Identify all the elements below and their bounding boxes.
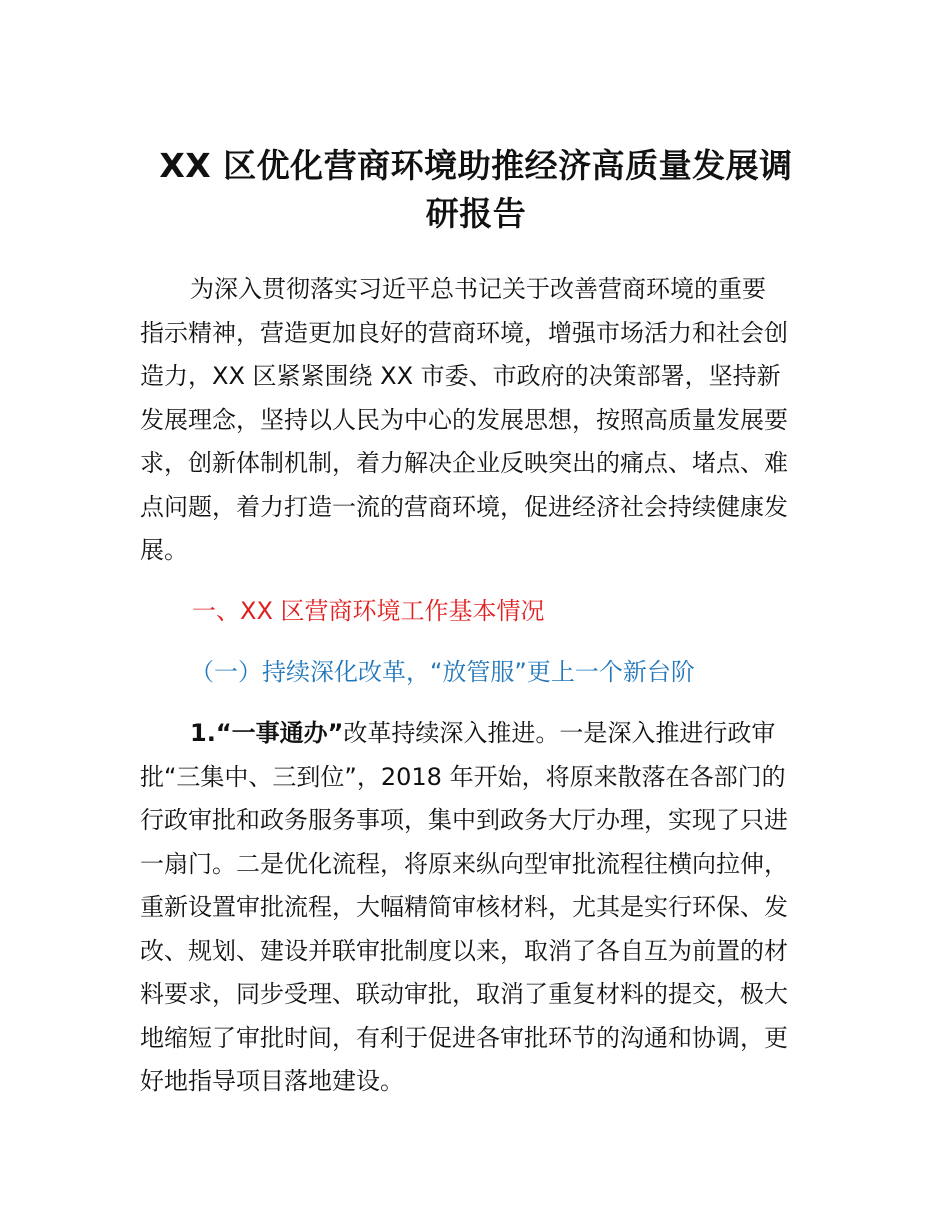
- section-1-line: 好地指导项目落地建设。: [140, 1067, 404, 1095]
- section-1-line: 地缩短了审批时间，有利于促进各审批环节的沟通和协调，更: [140, 1023, 788, 1052]
- section-1-line: 批“三集中、三到位”，2018 年开始，将原来散落在各部门的: [140, 762, 786, 791]
- intro-line: 展。: [140, 536, 188, 564]
- section-1-line: 一扇门。二是优化流程，将原来纵向型审批流程往横向拉伸，: [140, 849, 788, 878]
- section-heading-1: 一、XX 区营商环境工作基本情况: [192, 597, 545, 625]
- intro-line: 指示精神，营造更加良好的营商环境，增强市场活力和社会创: [140, 318, 788, 347]
- intro-line: 求，创新体制机制，着力解决企业反映突出的痛点、堵点、难: [140, 449, 788, 477]
- document-title: [140, 142, 812, 238]
- intro-line: 点问题，着力打造一流的营商环境，促进经济社会持续健康发: [140, 492, 788, 521]
- section-1-line: 改、规划、建设并联审批制度以来，取消了各自互为前置的材: [140, 936, 788, 965]
- intro-line: 为深入贯彻落实习近平总书记关于改善营商环境的重要: [190, 275, 766, 303]
- section-1-first-line: [140, 712, 812, 756]
- section-1-first-line-rest: 改革持续深入推进。一是深入推进行政审: [343, 719, 776, 747]
- section-1-line: 行政审批和政务服务事项，集中到政务大厅办理，实现了只进: [140, 806, 788, 834]
- section-1-lead: 1.“一事通办”: [190, 719, 344, 747]
- intro-paragraph: [140, 268, 812, 573]
- subsection-heading-1: （一）持续深化改革，“放管服”更上一个新台阶: [190, 658, 695, 686]
- section-1-line: 料要求，同步受理、联动审批，取消了重复材料的提交，极大: [140, 980, 788, 1008]
- section-1-line: 重新设置审批流程，大幅精简审核材料，尤其是实行环保、发: [140, 893, 788, 921]
- intro-line: 造力，XX 区紧紧围绕 XX 市委、市政府的决策部署，坚持新: [140, 362, 781, 390]
- title-line-1: XX 区优化营商环境助推经济高质量发展调: [159, 146, 793, 185]
- intro-line: 发展理念，坚持以人民为中心的发展思想，按照高质量发展要: [140, 405, 788, 434]
- section-1-paragraph: [140, 712, 812, 1104]
- title-line-2: 研报告: [425, 194, 527, 233]
